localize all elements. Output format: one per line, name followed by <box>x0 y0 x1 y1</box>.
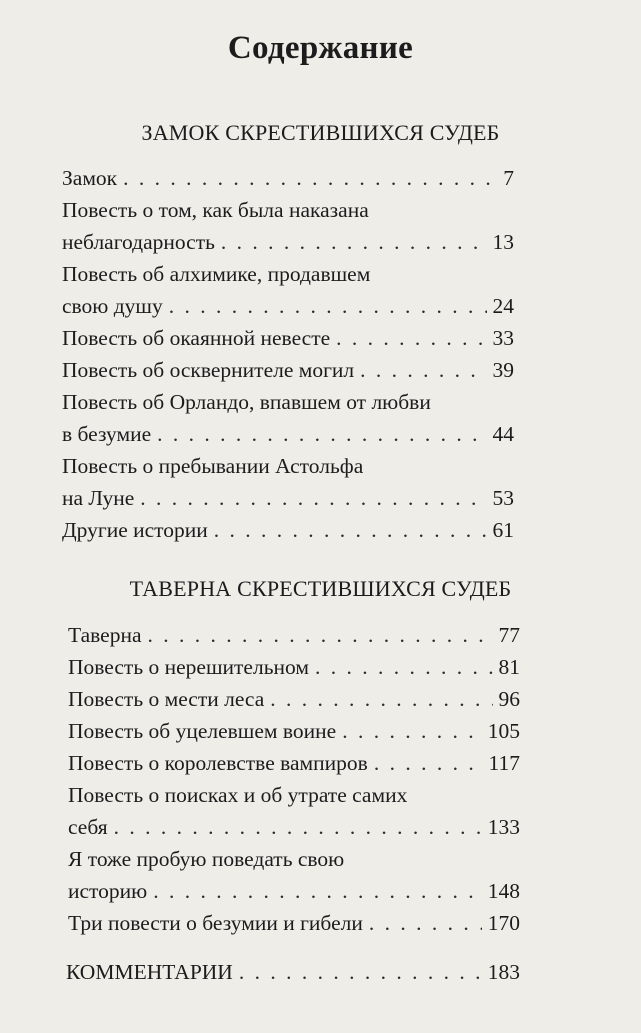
toc-entry-commentary <box>66 956 520 988</box>
toc-list-castle <box>0 162 641 546</box>
toc-entry-line <box>62 354 514 386</box>
toc-entry-line <box>62 514 514 546</box>
toc-page-number: 13 <box>492 230 514 254</box>
toc-entry-line <box>68 843 520 875</box>
dot-leader <box>369 907 482 939</box>
toc-page-number: 33 <box>492 326 514 350</box>
toc-page-number: 133 <box>487 815 520 839</box>
toc-entry-line <box>68 747 520 779</box>
dot-leader <box>336 322 486 354</box>
dot-leader <box>148 619 493 651</box>
toc-entry-title: Три повести о безумии и гибели <box>68 911 363 935</box>
toc-entry <box>62 162 514 194</box>
toc-page-number: 39 <box>492 358 514 382</box>
toc-entry-line <box>68 619 520 651</box>
toc-page-number: 148 <box>487 879 520 903</box>
toc-entry-line <box>68 907 520 939</box>
toc-page-number: 105 <box>487 719 520 743</box>
toc-entry-title: себя <box>68 815 108 839</box>
section-heading-tavern: ТАВЕРНА СКРЕСТИВШИХСЯ СУДЕБ <box>129 576 512 601</box>
toc-entry-title: историю <box>68 879 148 903</box>
toc-entry-title: Повесть об алхимике, продавшем <box>62 262 371 286</box>
toc-entry <box>62 514 514 546</box>
toc-entry-line <box>62 386 514 418</box>
toc-entry-line <box>62 322 514 354</box>
toc-entry-title: Повесть о нерешительном <box>68 655 309 679</box>
dot-leader <box>169 290 487 322</box>
toc-entry-title: на Луне <box>62 486 135 510</box>
toc-entry-title: Повесть о пребывании Астольфа <box>62 454 364 478</box>
toc-entry-line <box>68 779 520 811</box>
toc-entry-line <box>68 715 520 747</box>
toc-entry-line <box>62 194 514 226</box>
toc-entry-title: в безумие <box>62 422 152 446</box>
toc-entry-title: неблагодарность <box>62 230 215 254</box>
dot-leader <box>360 354 486 386</box>
toc-entry-title: Повесть об Орландо, впавшем от любви <box>62 390 431 414</box>
toc-page-number: 81 <box>498 655 520 679</box>
toc-entry-line <box>62 258 514 290</box>
toc-page-number: 117 <box>488 751 520 775</box>
dot-leader <box>214 514 487 546</box>
toc-entry <box>68 715 520 747</box>
toc-entry <box>68 907 520 939</box>
dot-leader <box>114 811 482 843</box>
toc-entry-line <box>62 290 514 322</box>
toc-entry <box>68 779 520 843</box>
dot-leader <box>123 162 497 194</box>
dot-leader <box>221 226 487 258</box>
toc-page-number: 170 <box>487 911 520 935</box>
toc-page-number: 7 <box>503 166 514 190</box>
toc-entry <box>62 450 514 514</box>
toc-entry-line <box>62 162 514 194</box>
toc-entry-line <box>68 811 520 843</box>
toc-entry-line <box>62 482 514 514</box>
toc-entry-title: Другие истории <box>62 518 208 542</box>
toc-entry <box>68 651 520 683</box>
toc-entry-title: Повесть о мести леса <box>68 687 265 711</box>
toc-page-number: 24 <box>492 294 514 318</box>
dot-leader <box>342 715 482 747</box>
dot-leader <box>153 875 482 907</box>
toc-entry-title: Замок <box>62 166 118 190</box>
dot-leader <box>239 956 482 988</box>
toc-entry <box>62 322 514 354</box>
toc-page-number: 53 <box>492 486 514 510</box>
toc-entry <box>68 747 520 779</box>
toc-entry <box>68 683 520 715</box>
toc-entry-title: Повесть об окаянной невесте <box>62 326 331 350</box>
toc-entry-title: Повесть об осквернителе могил <box>62 358 355 382</box>
toc-entry <box>62 354 514 386</box>
toc-entry-title: Повесть о поисках и об утрате самих <box>68 783 408 807</box>
page-title: Содержание <box>227 30 414 66</box>
toc-entry-title: Таверна <box>68 623 142 647</box>
toc-entry-line <box>62 226 514 258</box>
toc-entry-title: Повесть о том, как была наказана <box>62 198 369 222</box>
toc-entry-line <box>62 418 514 450</box>
toc-entry <box>62 194 514 258</box>
toc-page-number: 44 <box>492 422 514 446</box>
toc-entry-title: Я тоже пробую поведать свою <box>68 847 345 871</box>
toc-entry-title: Повесть о королевстве вампиров <box>68 751 368 775</box>
toc-list-tavern <box>0 619 641 939</box>
toc-entry-line <box>62 450 514 482</box>
dot-leader <box>270 683 492 715</box>
toc-page-number: 61 <box>492 518 514 542</box>
section-heading-castle: ЗАМОК СКРЕСТИВШИХСЯ СУДЕБ <box>141 120 500 145</box>
toc-entry <box>68 843 520 907</box>
toc-page-number: 77 <box>498 623 520 647</box>
toc-entry <box>62 258 514 322</box>
toc-entry <box>68 619 520 651</box>
toc-entry-title: свою душу <box>62 294 163 318</box>
toc-entry <box>62 386 514 450</box>
dot-leader <box>374 747 483 779</box>
toc-entry-title: КОММЕНТАРИИ <box>66 960 233 984</box>
toc-entry-line <box>68 651 520 683</box>
toc-entry-line <box>68 875 520 907</box>
toc-entry-line <box>66 956 520 988</box>
toc-entry-title: Повесть об уцелевшем воине <box>68 719 337 743</box>
toc-page-number: 183 <box>487 960 520 984</box>
dot-leader <box>140 482 486 514</box>
dot-leader <box>157 418 486 450</box>
toc-page-number: 96 <box>498 687 520 711</box>
dot-leader <box>315 651 493 683</box>
toc-entry-line <box>68 683 520 715</box>
